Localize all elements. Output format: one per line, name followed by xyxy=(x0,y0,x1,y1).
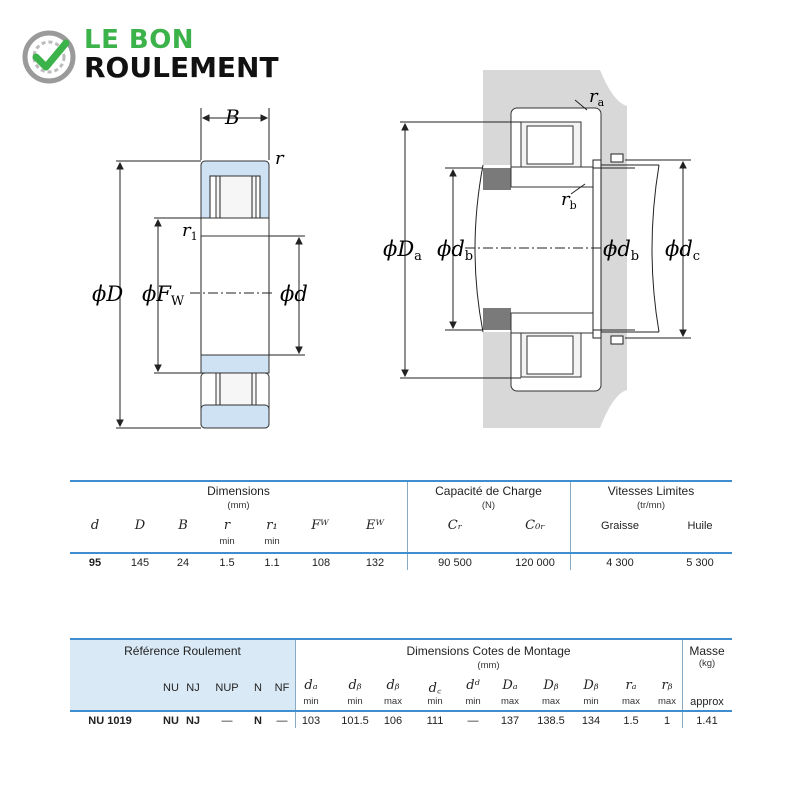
hdr-Fw: Fᵂ xyxy=(311,518,329,533)
logo-line1: LE BON xyxy=(84,25,195,55)
group-capacity: Capacité de Charge xyxy=(435,484,542,498)
mount-hdr-Db-max: Dᵦ xyxy=(543,678,559,693)
hdr-r-sub: min xyxy=(219,536,235,547)
hdr-Ew: Eᵂ xyxy=(366,518,384,533)
hdr-grease: Graisse xyxy=(601,520,639,532)
table-top-rule xyxy=(70,480,732,482)
label-db-left: ϕdb xyxy=(437,237,474,264)
mount-hdr-dc: d꜀ xyxy=(428,681,442,696)
label-r1: $r_1$ xyxy=(182,220,198,243)
hdr-D: D xyxy=(134,518,146,533)
mount-hdr-db-min: dᵦ xyxy=(348,678,362,693)
row-mass: 1.41 xyxy=(696,715,718,727)
mounting-diagram xyxy=(375,60,701,440)
group-mass-unit: (kg) xyxy=(698,658,716,669)
row-r: 1.5 xyxy=(219,557,235,569)
row-Ew: 132 xyxy=(365,557,385,569)
row-B: 24 xyxy=(176,557,190,569)
dimensions-table xyxy=(70,478,732,578)
group-mount-unit: (mm) xyxy=(477,660,500,671)
brand-logo[interactable] xyxy=(22,26,302,86)
row-Cr: 90 500 xyxy=(438,557,472,569)
label-db-right: ϕdb xyxy=(603,237,640,264)
group-speed-unit: (tr/mn) xyxy=(637,500,665,511)
row-Fw: 108 xyxy=(311,557,331,569)
row-d: 95 xyxy=(88,557,102,569)
row-C0r: 120 000 xyxy=(515,557,555,569)
group-ref: Référence Roulement xyxy=(124,644,241,658)
mass-hdr: approx xyxy=(690,696,724,708)
mount-hdr-Db-min: Dᵦ xyxy=(583,678,599,693)
hdr-C0r: C₀ᵣ xyxy=(525,518,545,533)
label-B: B xyxy=(225,105,240,129)
hdr-r1: r₁ xyxy=(266,518,278,533)
ref-hdr-nf: NF xyxy=(274,682,290,694)
group-speed: Vitesses Limites xyxy=(607,484,695,498)
group-mount: Dimensions Cotes de Montage xyxy=(406,644,571,658)
row-r1: 1.1 xyxy=(264,557,280,569)
bearing-section-diagram xyxy=(70,100,350,440)
label-d: ϕd xyxy=(280,282,308,306)
row-D: 145 xyxy=(130,557,150,569)
row-oil: 5 300 xyxy=(686,557,714,569)
label-D: ϕD xyxy=(92,282,124,306)
mount-hdr-ra: rₐ xyxy=(625,678,637,693)
label-ra: $r_a$ xyxy=(589,86,605,109)
group-capacity-unit: (N) xyxy=(481,500,496,511)
label-dc: ϕdc xyxy=(665,237,701,264)
hdr-r: r xyxy=(223,518,231,533)
hdr-B: B xyxy=(178,518,188,533)
hdr-oil: Huile xyxy=(687,520,713,532)
mount-hdr-da: dₐ xyxy=(304,678,318,693)
group-dimensions: Dimensions xyxy=(207,484,270,498)
label-Fw: ϕFW xyxy=(142,282,185,309)
logo-line2: ROULEMENT xyxy=(84,51,279,84)
mount-hdr-dd: dᵈ xyxy=(466,678,480,693)
hdr-r1-sub: min xyxy=(264,536,280,547)
row-grease: 4 300 xyxy=(606,557,634,569)
mount-hdr-rb: rᵦ xyxy=(661,678,673,693)
check-bearing-icon xyxy=(22,30,76,84)
label-rb: $r_b$ xyxy=(561,189,577,212)
label-r: r xyxy=(275,148,284,169)
group-mass: Masse xyxy=(689,644,725,658)
group-dimensions-unit: (mm) xyxy=(227,500,250,511)
ref-hdr-nj: NJ xyxy=(186,682,200,694)
ref-hdr-nu: NU xyxy=(163,682,179,694)
mount-hdr-db-max: dᵦ xyxy=(386,678,400,693)
hdr-d: d xyxy=(90,518,100,533)
hdr-Cr: Cᵣ xyxy=(447,518,463,533)
row-ref: NU 1019 xyxy=(88,715,132,727)
label-Da: ϕDa xyxy=(383,237,422,264)
mounting-table: Référence Roulement Dimensions Cotes de Montage (mm) Masse (kg) NU NJ NUP N NF dₐ min dᵦ min dᵦ max d꜀ min dᵈ min Dₐ max Dᵦ max Dᵦ min rₐ max rᵦ max approx NU 1019 NU NJ — N — 103 101.5 106 111 — 137 138.5 134 1.5 1 1.41 xyxy=(70,636,732,736)
ref-hdr-nup: NUP xyxy=(215,682,239,694)
ref-hdr-n: N xyxy=(254,682,262,694)
mount-hdr-Da: Dₐ xyxy=(502,678,518,693)
